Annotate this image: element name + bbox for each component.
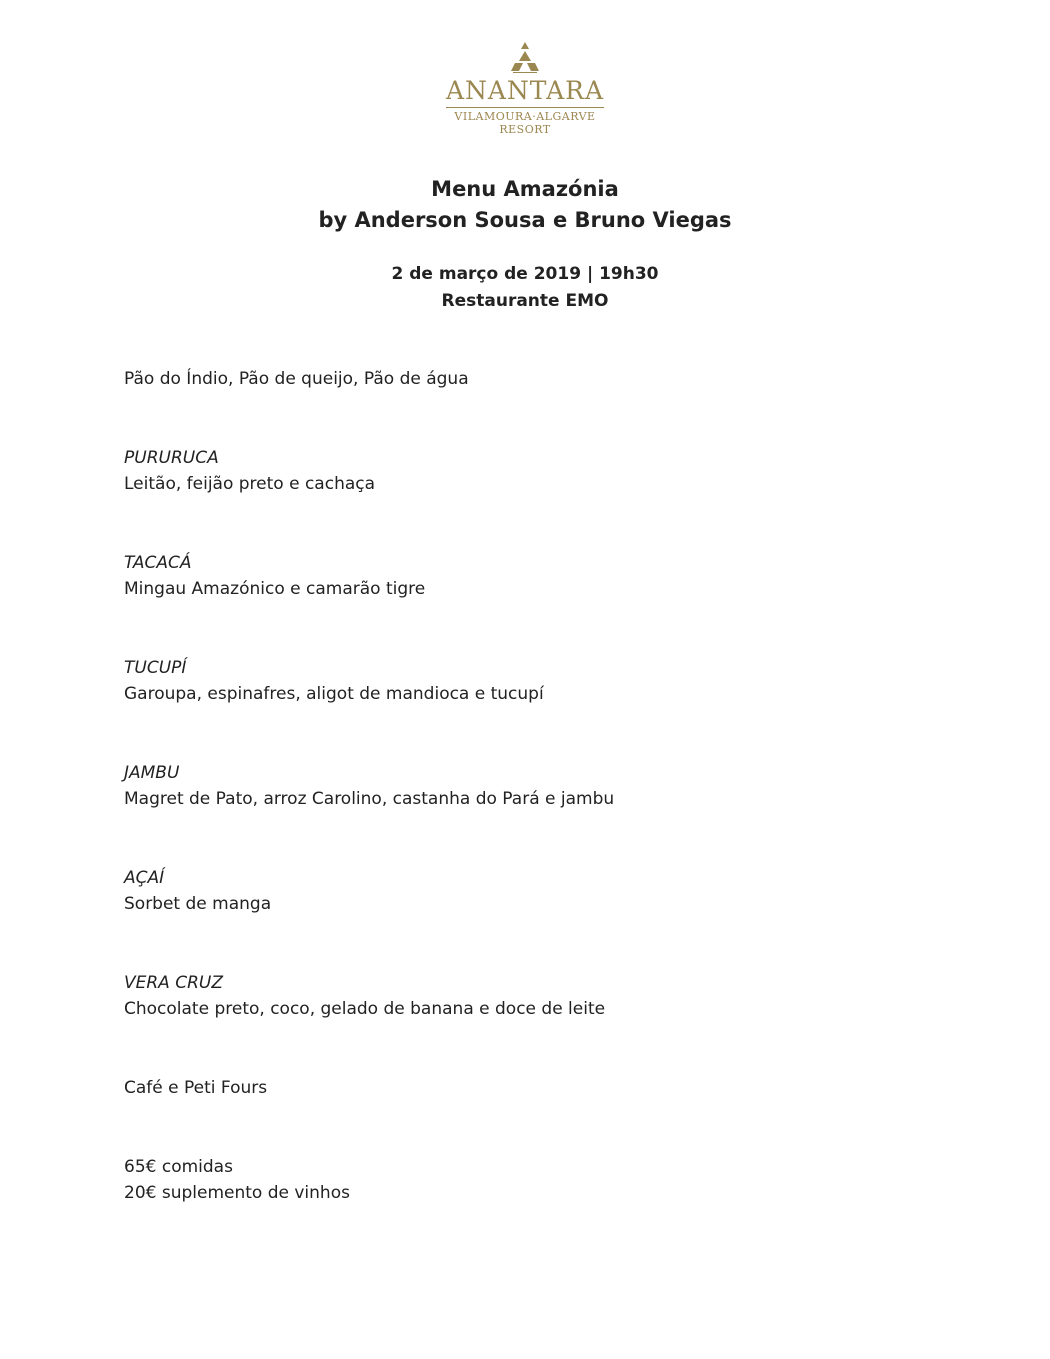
- course-description: Leitão, feijão preto e cachaça: [124, 474, 376, 494]
- course-description: Mingau Amazónico e camarão tigre: [124, 579, 426, 599]
- logo-subtitle-resort: RESORT: [499, 123, 551, 136]
- logo-name: ANANTARA: [445, 76, 605, 105]
- coffee-line: Café e Peti Fours: [124, 1078, 268, 1098]
- course-description: Garoupa, espinafres, aligot de mandioca e tucupí: [124, 684, 544, 704]
- course-name: TACACÁ: [124, 553, 192, 573]
- resort-logo: [0, 40, 1050, 136]
- logo-subtitle-location: VILAMOURA·ALGARVE: [454, 110, 596, 123]
- course-description: Magret de Pato, arroz Carolino, castanha do Pará e jambu: [124, 789, 615, 809]
- course-description: Sorbet de manga: [124, 894, 272, 914]
- course-description: Chocolate preto, coco, gelado de banana e doce de leite: [124, 999, 606, 1019]
- course-name: JAMBU: [124, 763, 180, 783]
- course-name: VERA CRUZ: [124, 973, 223, 993]
- price-food: 65€ comidas: [124, 1157, 233, 1177]
- menu-chefs: by Anderson Sousa e Bruno Viegas: [318, 208, 732, 232]
- anantara-triangle-logo-icon: [507, 40, 543, 74]
- menu-title: Menu Amazónia: [431, 177, 619, 201]
- course-name: TUCUPÍ: [124, 658, 187, 678]
- price-wine-supplement: 20€ suplemento de vinhos: [124, 1183, 350, 1203]
- event-venue: Restaurante EMO: [441, 291, 609, 311]
- course-name: AÇAÍ: [124, 868, 165, 888]
- course-name: PURURUCA: [124, 448, 219, 468]
- bread-line: Pão do Índio, Pão de queijo, Pão de água: [124, 369, 469, 389]
- logo-divider: [446, 107, 604, 108]
- event-date: 2 de março de 2019 | 19h30: [391, 264, 659, 284]
